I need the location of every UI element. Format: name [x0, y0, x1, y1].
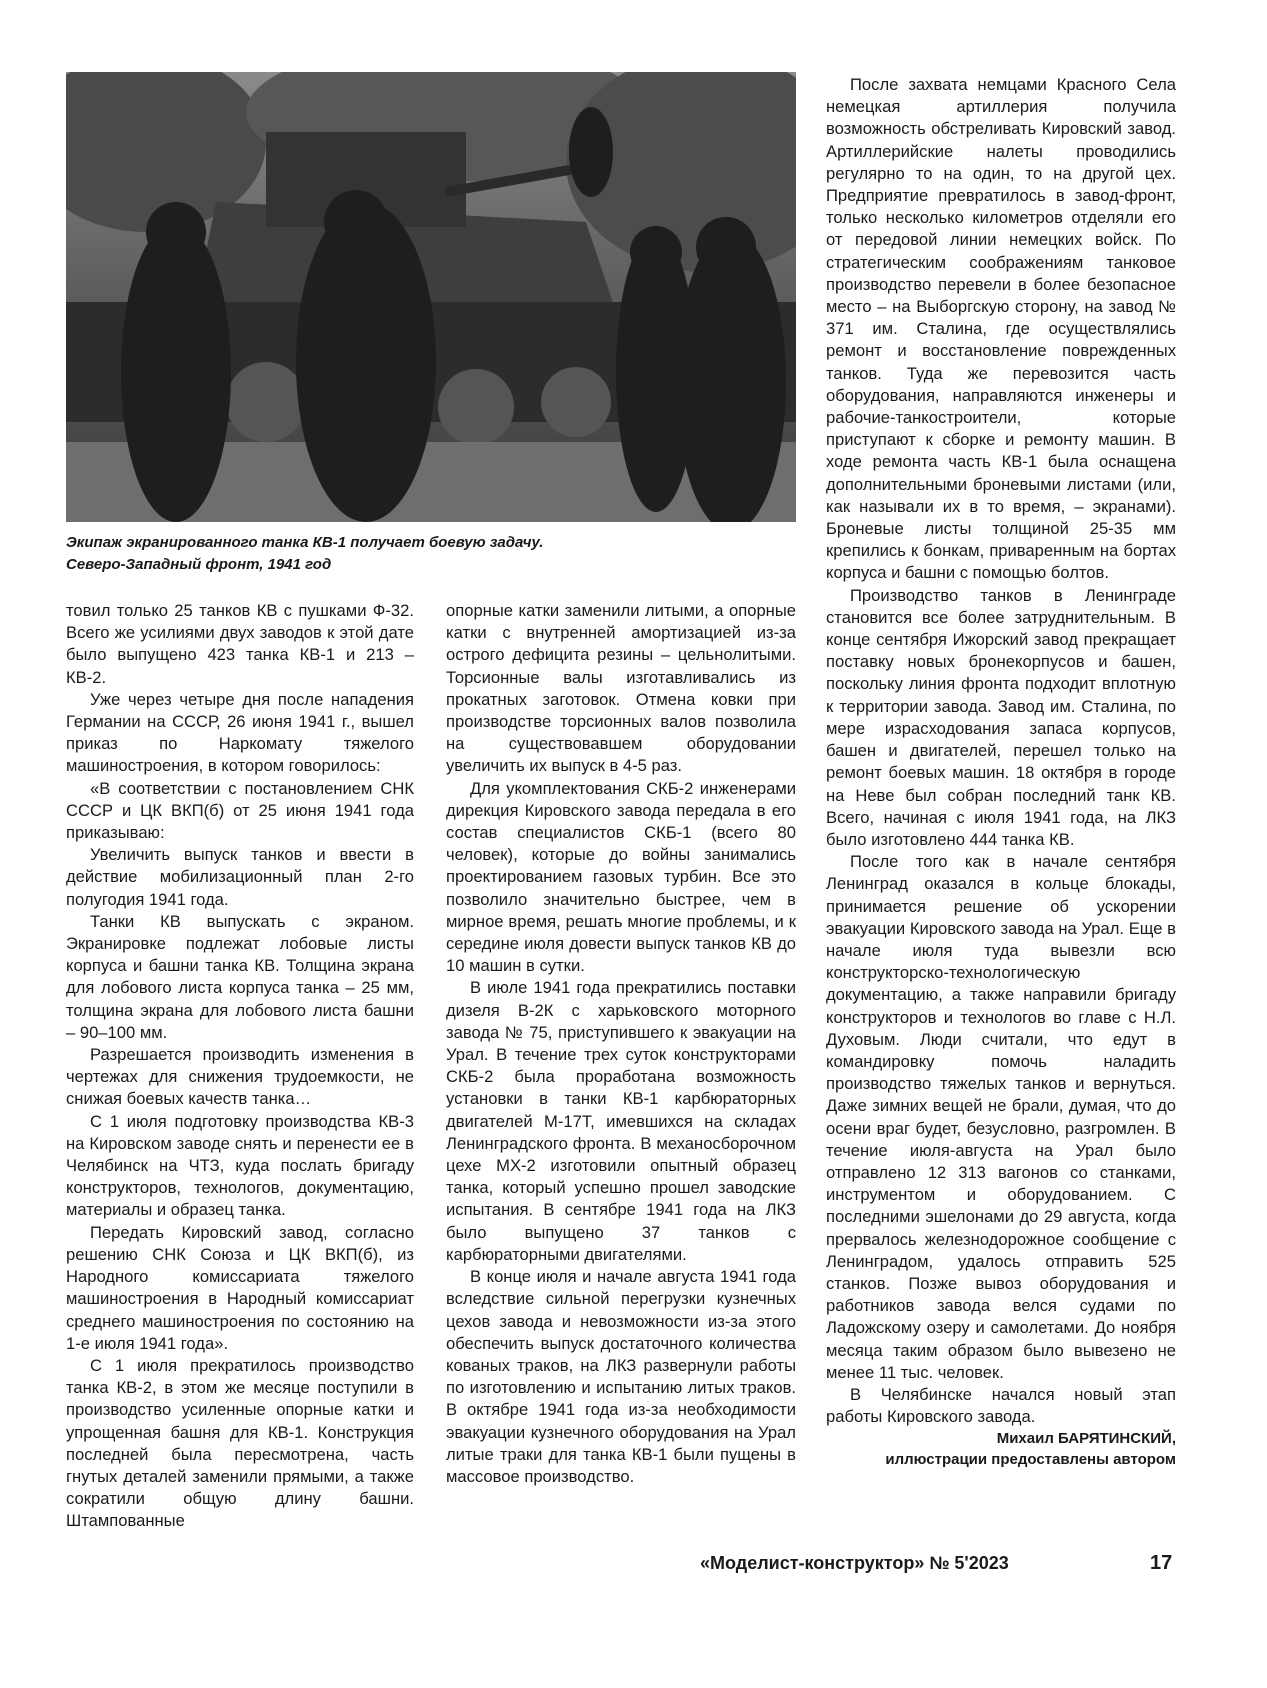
article-column-1 — [66, 600, 414, 1533]
tank-crew-photo — [66, 72, 796, 522]
paragraph: Разрешается производить изменения в чертежах для снижения трудоемкости, не снижая боевых качеств танка… — [66, 1045, 414, 1109]
paragraph: В конце июля и начале августа 1941 года вследствие сильной перегрузки кузнечных цехов завода и невозможности из-за этого обеспечить выпуск достаточного количества кованых траков, на ЛКЗ развернули работы по изготовлению и испытанию литых траков. В октябре 1941 года из-за необходимости эвакуации кузнечного оборудования на Урал литые траки для танка КВ-1 были пущены в массовое производство. — [446, 1267, 796, 1486]
paragraph: После того как в начале сентября Ленинград оказался в кольце блокады, принимается решение об ускорении эвакуации Кировского завода на Урал. Еще в начале июля туда вывезли всю конструкторско-технологическую документацию, а также направили бригаду конструкторов и технологов во главе с Н.Л. Духовым. Люди считали, что едут в командировку помочь наладить производство тяжелых танков и вернуться. Даже зимних вещей не брали, думая, что до осени враг будет, безусловно, разгромлен. В течение июля-августа на Урал было отправлено 12 313 вагонов со станками, инструментом и оборудованием. С последними эшелонами до 29 августа, когда прервалось железнодорожное сообщение с Ленинградом, удалось отправить 525 станков. Позже вывоз оборудования и работников завода велся судами по Ладожскому озеру и самолетами. До ноября месяца таким образом было вывезено не менее 11 тыс. человек. — [826, 852, 1176, 1382]
magazine-footer: «Моделист-конструктор» № 5'2023 — [700, 1553, 1009, 1573]
paragraph: В Челябинске начался новый этап работы Кировского завода. — [826, 1384, 1176, 1427]
paragraph: Уже через четыре дня после нападения Германии на СССР, 26 июня 1941 г., вышел приказ по Наркомату тяжелого машиностроения, в котором говорилось: — [66, 689, 414, 776]
illustration-credit: иллюстрации предоставлены автором — [885, 1451, 1176, 1469]
paragraph: Передать Кировский завод, согласно решению СНК Союза и ЦК ВКП(б), из Народного комиссариата тяжелого машиностроения в Народный комиссариат среднего машиностроения по состоянию на 1-е июля 1941 года». — [66, 1222, 414, 1353]
article-column-2 — [446, 600, 796, 1488]
paragraph: товил только 25 танков КВ с пушками Ф-32. Всего же усилиями двух заводов к этой дате было выпущено 423 танка КВ-1 и 213 – КВ-2. — [66, 601, 414, 687]
page-number: 17 — [1150, 1552, 1173, 1574]
author-name: Михаил БАРЯТИНСКИЙ, — [996, 1430, 1176, 1448]
paragraph: В июле 1941 года прекратились поставки дизеля В-2К с харьковского моторного завода № 75, приступившего к эвакуации на Урал. В течение трех суток конструкторами СКБ-2 была проработана возможность установки в танки КВ-1 карбюраторных двигателей М-17Т, имевшихся на складах Ленинградского фронта. В механосборочном цехе МХ-2 изготовили опытный образец танка, который успешно прошел заводские испытания. В сентябре 1941 года на ЛКЗ было выпущено 37 танков с карбюраторными двигателями. — [446, 978, 796, 1264]
paragraph: С 1 июля прекратилось производство танка КВ-2, в этом же месяце поступили в производство усиленные опорные катки и упрощенная башня для КВ-1. Конструкция последней была пересмотрена, часть гнутых деталей заменили прямыми, а также сократили общую длину башни. Штампованные — [66, 1355, 414, 1531]
paragraph: Производство танков в Ленинграде становится все более затруднительным. В конце сентября Ижорский завод прекращает поставку новых бронекорпусов и башен, поскольку линия фронта подходит вплотную к территории завода. Завод им. Сталина, по мере израсходования запаса корпусов, башен и двигателей, перешел только на ремонт боевых машин. 18 октября в городе на Неве был собран последний танк КВ. Всего, начиная с июля 1941 года, на ЛКЗ было изготовлено 444 танка КВ. — [826, 585, 1176, 849]
paragraph: Для укомплектования СКБ-2 инженерами дирекция Кировского завода передала в его состав специалистов СКБ-1 (всего 80 человек), которые до войны занимались проектированием газовых турбин. Все это позволило значительно быстрее, чем в мирное время, решать многие проблемы, и к середине июля довести выпуск танков КВ до 10 машин в сутки. — [446, 778, 796, 976]
caption-line-2: Северо-Западный фронт, 1941 год — [66, 556, 332, 573]
paragraph: «В соответствии с постановлением СНК СССР и ЦК ВКП(б) от 25 июня 1941 года приказываю: — [66, 778, 414, 843]
paragraph: опорные катки заменили литыми, а опорные катки с внутренней амортизацией из-за острого дефицита резины – цельнолитыми. Торсионные валы изготавливались из прокатных заготовок. Отмена ковки при производстве торсионных валов позволила на существовавшем оборудовании увеличить их выпуск в 4-5 раз. — [446, 601, 796, 776]
paragraph: После захвата немцами Красного Села немецкая артиллерия получила возможность обстреливать Кировский завод. Артиллерийские налеты проводились регулярно то на один, то на другой цех. Предприятие превратилось в завод-фронт, только несколько километров отделяли его от передовой линии немецких войск. По стратегическим соображениям танковое производство перевели в более безопасное место – на Выборгскую сторону, на завод № 371 им. Сталина, где осуществлялись ремонт и восстановление поврежденных танков. Туда же перевозится часть оборудования, направляются инженеры и рабочие-танкостроители, которые приступают к сборке и ремонту машин. В ходе ремонта часть КВ-1 была оснащена дополнительными броневыми листами (или, как называли их в то время, – экранами). Броневые листы толщиной 25-35 мм крепились к бонкам, приваренным на бортах корпуса и башни с помощью болтов. — [826, 75, 1176, 583]
paragraph: С 1 июля подготовку производства КВ-3 на Кировском заводе снять и перенести ее в Челябинск на ЧТЗ, куда послать бригаду конструкторов, технологов, документацию, материалы и образец танка. — [66, 1111, 414, 1220]
caption-line-1: Экипаж экранированного танка КВ-1 получает боевую задачу. — [66, 534, 544, 551]
paragraph: Увеличить выпуск танков и ввести в действие мобилизационный план 2-го полугодия 1941 года. — [66, 845, 414, 909]
article-column-3 — [826, 74, 1176, 1470]
paragraph: Танки КВ выпускать с экраном. Экранировке подлежат лобовые листы корпуса и башни танка КВ. Толщина экрана для лобового листа корпуса танка – 25 мм, толщина экрана для лобового листа башни – 90–100 мм. — [66, 911, 414, 1042]
author-signature — [826, 1428, 1176, 1470]
photo-caption — [66, 532, 796, 576]
